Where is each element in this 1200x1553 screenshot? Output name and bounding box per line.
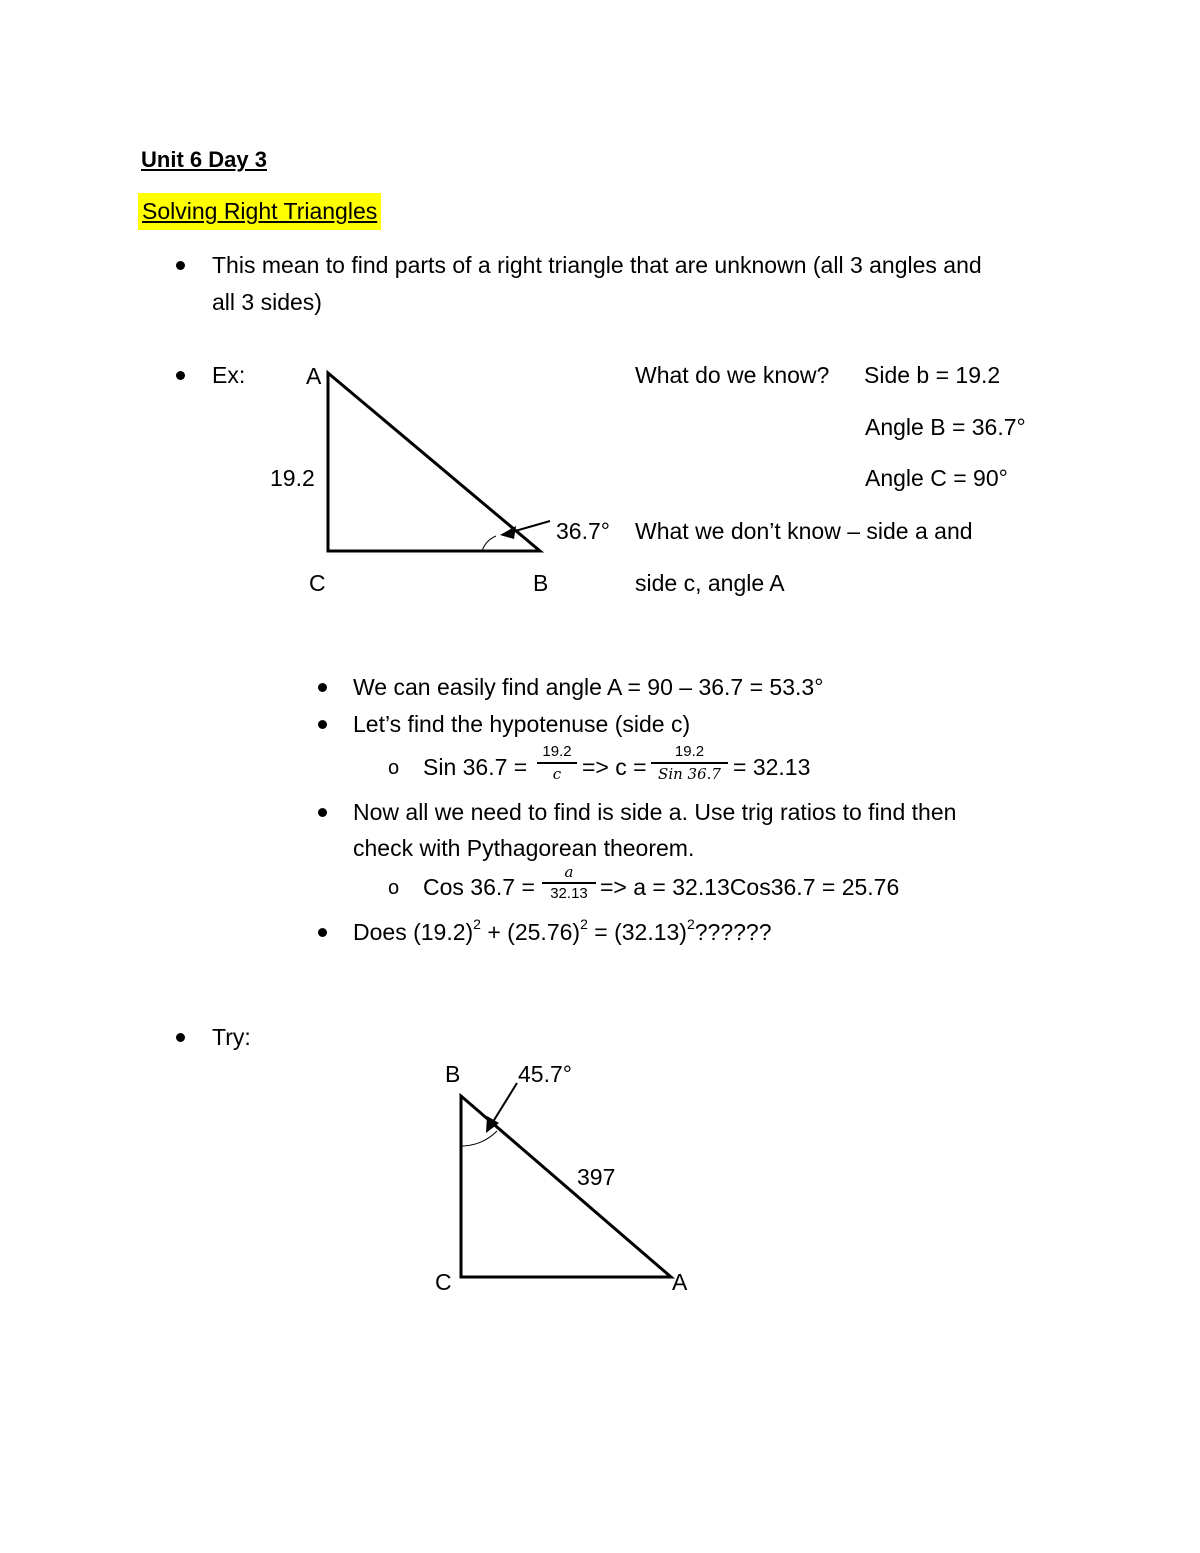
vertex-c-label: C: [309, 570, 326, 596]
sin-denominator-1: c: [552, 765, 562, 783]
angle-b-label: 36.7°: [556, 518, 610, 544]
cos-denominator: 32.13: [550, 885, 588, 902]
cos-result: => a = 32.13Cos36.7 = 25.76: [600, 874, 900, 900]
step-side-a-1: Now all we need to find is side a. Use trig ratios to find then: [353, 799, 957, 825]
step-angle-a: We can easily find angle A = 90 – 36.7 = 53.3°: [353, 674, 824, 700]
sin-denominator-2: Sin 36.7: [658, 765, 721, 783]
sin-numerator-2: 19.2: [674, 743, 705, 760]
sin-result: = 32.13: [733, 754, 811, 780]
try-side-label: 397: [577, 1164, 616, 1190]
try-vertex-a: A: [672, 1269, 688, 1295]
sub-bullet: o: [388, 757, 400, 779]
sin-numerator-1: 19.2: [542, 743, 572, 760]
page-title: Unit 6 Day 3: [141, 147, 267, 172]
sin-prefix: Sin 36.7 =: [423, 754, 528, 780]
unknown-line-2: side c, angle A: [635, 570, 785, 596]
step-side-a-2: check with Pythagorean theorem.: [353, 835, 695, 861]
section-heading: Solving Right Triangles: [138, 193, 381, 230]
known-angle-b: Angle B = 36.7°: [865, 414, 1026, 440]
try-angle-label: 45.7°: [518, 1061, 572, 1087]
sin-middle: => c =: [582, 754, 647, 780]
known-question: What do we know?: [635, 362, 830, 388]
step-hypotenuse: Let’s find the hypotenuse (side c): [353, 711, 691, 737]
intro-line-2: all 3 sides): [212, 289, 322, 315]
vertex-b-label: B: [533, 570, 549, 596]
known-angle-c: Angle C = 90°: [865, 465, 1008, 491]
try-label: Try:: [212, 1024, 251, 1050]
unknown-line-1: What we don’t know – side a and: [635, 518, 973, 544]
example-label: Ex:: [212, 362, 246, 388]
cos-numerator: a: [564, 863, 574, 881]
intro-line-1: This mean to find parts of a right triangle that are unknown (all 3 angles and: [212, 252, 982, 278]
vertex-a-label: A: [306, 363, 322, 389]
try-vertex-b: B: [445, 1061, 461, 1087]
pythagorean-check: Does $(19.2)^2 + (25.76)^2 = (32.13)^2$??????: [353, 916, 772, 945]
sub-bullet: o: [388, 877, 400, 899]
cos-prefix: Cos 36.7 =: [423, 874, 535, 900]
known-side-b: Side b = 19.2: [864, 362, 1001, 388]
try-vertex-c: C: [435, 1269, 452, 1295]
side-b-label: 19.2: [270, 465, 315, 491]
